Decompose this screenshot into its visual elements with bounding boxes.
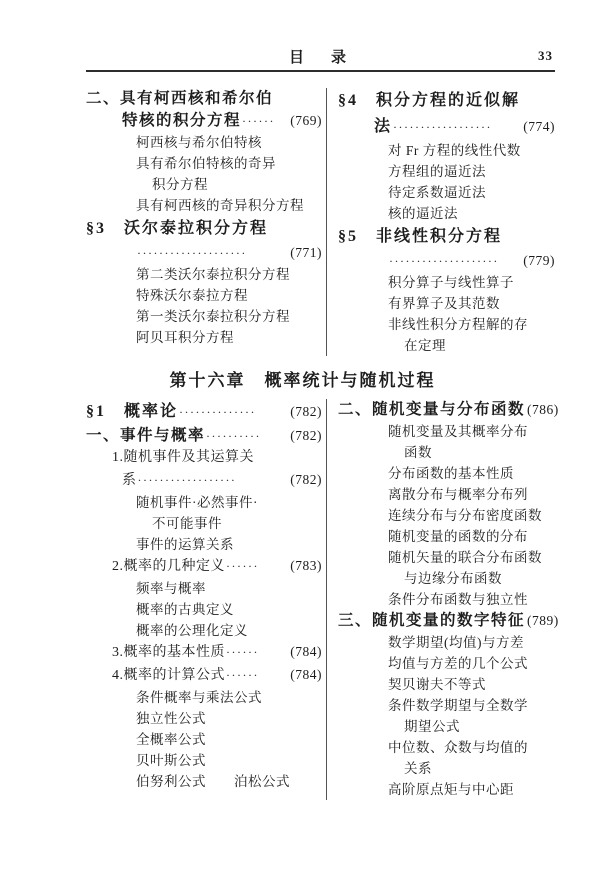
page-ref: (774) (523, 119, 555, 134)
toc-line (136, 534, 322, 555)
toc-line-text: 积分算子与线性算子 (388, 275, 514, 290)
toc-line (374, 114, 555, 140)
toc-line-text: 不可能事件 (152, 516, 222, 531)
toc-column-top-right (326, 88, 555, 356)
header-page-number: 33 (538, 48, 553, 63)
page-ref: (784) (290, 667, 322, 682)
toc-line-text: 离散分布与概率分布列 (388, 487, 528, 502)
toc-line-text: 2.概率的几种定义 (112, 559, 225, 574)
toc-line-text: 柯西核与希尔伯特核 (136, 135, 262, 150)
toc-line-text: 有界算子及其范数 (388, 296, 500, 311)
toc-line (388, 674, 559, 695)
toc-line (136, 708, 322, 729)
toc-column-top-left (86, 88, 326, 356)
toc-line (388, 140, 555, 161)
toc-line-text: 随机事件·必然事件· (136, 495, 258, 510)
toc-line-text: 法 (374, 118, 393, 135)
toc-line (112, 555, 322, 578)
toc-line-text: 频率与概率 (136, 581, 206, 596)
dot-leader: ······ (226, 668, 259, 682)
toc-line (388, 505, 559, 526)
toc-line-text: 核的逼近法 (388, 206, 458, 221)
toc-line-text: 伯努利公式 泊松公式 (136, 774, 290, 789)
toc-line-text: 第二类沃尔泰拉积分方程 (136, 267, 290, 282)
toc-line-text: 条件概率与乘法公式 (136, 690, 262, 705)
toc-line (136, 687, 322, 708)
toc-line (86, 425, 322, 447)
page-ref: (782) (290, 472, 322, 487)
toc-line-text: 待定系数逼近法 (388, 185, 486, 200)
toc-line (388, 463, 559, 484)
toc-line (404, 716, 559, 737)
toc-line (404, 568, 559, 589)
dot-leader: ······ (226, 645, 259, 659)
toc-line (86, 216, 322, 242)
toc-line (338, 610, 559, 632)
toc-line-text: 第一类沃尔泰拉积分方程 (136, 309, 290, 324)
toc-line-text: 具有柯西核的奇异积分方程 (136, 198, 304, 213)
toc-line-text: 二、随机变量与分布函数 (338, 401, 526, 418)
toc-line (112, 447, 322, 469)
toc-line-text: 对 Fr 方程的线性代数 (388, 143, 521, 158)
toc-line-text: 积分方程 (152, 177, 208, 192)
toc-line-text: 随机变量及其概率分布 (388, 424, 528, 439)
toc-line (388, 250, 555, 272)
toc-line-text: 独立性公式 (136, 711, 206, 726)
toc-line (122, 469, 322, 492)
toc-line (136, 264, 322, 285)
toc-line (388, 161, 555, 182)
toc-line-text: 非线性积分方程解的存 (388, 317, 528, 332)
toc-line-text: 随机变量的函数的分布 (388, 529, 528, 544)
toc-line-text: 事件的运算关系 (136, 537, 234, 552)
toc-line (136, 242, 322, 264)
toc-line-text: 高阶原点矩与中心距 (388, 782, 514, 797)
toc-line-text: 函数 (404, 445, 432, 460)
toc-line (136, 195, 322, 216)
toc-line-text: 全概率公式 (136, 732, 206, 747)
dot-leader: ·············· (179, 405, 256, 419)
toc-line (388, 421, 559, 442)
dot-leader: ···················· (137, 246, 247, 260)
toc-line (388, 779, 559, 800)
chapter-heading: 第十六章 概率统计与随机过程 (169, 371, 436, 390)
page-ref: (771) (290, 245, 322, 260)
toc-line (388, 293, 555, 314)
toc-line (388, 547, 559, 568)
toc-line (136, 492, 322, 513)
page-ref: (786) (527, 402, 559, 417)
toc-line (136, 327, 322, 348)
toc-top-section (86, 88, 555, 356)
toc-line-text: 概率的公理化定义 (136, 623, 248, 638)
dot-leader: ······ (226, 559, 259, 573)
toc-line-text: 契贝谢夫不等式 (388, 677, 486, 692)
dot-leader: ·········· (206, 429, 261, 443)
toc-line (388, 484, 559, 505)
toc-line-text: 具有希尔伯特核的奇异 (136, 156, 276, 171)
toc-line (388, 632, 559, 653)
toc-column-bottom-right (326, 399, 559, 800)
toc-line (136, 306, 322, 327)
page-ref: (789) (527, 613, 559, 628)
toc-line (112, 664, 322, 687)
page-ref: (782) (290, 404, 322, 419)
page-ref: (783) (290, 558, 322, 573)
toc-line (86, 88, 322, 110)
toc-line-text: 分布函数的基本性质 (388, 466, 514, 481)
dot-leader: ···················· (389, 254, 499, 268)
toc-line-text: 随机矢量的联合分布函数 (388, 550, 542, 565)
toc-line (388, 314, 555, 335)
dot-leader: ·················· (137, 473, 237, 487)
toc-line (86, 399, 322, 425)
toc-line-text: §1 概率论 (86, 403, 179, 420)
toc-line-text: §5 非线性积分方程 (338, 228, 503, 245)
toc-line (404, 442, 559, 463)
toc-line-text: 阿贝耳积分方程 (136, 330, 234, 345)
dot-leader: ·················· (393, 120, 492, 134)
toc-line (136, 285, 322, 306)
toc-line (338, 224, 555, 250)
toc-line-text: 方程组的逼近法 (388, 164, 486, 179)
toc-column-bottom-left (86, 399, 326, 800)
toc-line (136, 729, 322, 750)
toc-line-text: 数学期望(均值)与方差 (388, 635, 524, 650)
header-title: 目 录 (288, 50, 352, 66)
toc-line-text: 条件分布函数与独立性 (388, 592, 528, 607)
toc-line (152, 513, 322, 534)
page-ref: (779) (523, 253, 555, 268)
toc-line-text: 二、具有柯西核和希尔伯 (86, 90, 274, 107)
toc-bottom-section (86, 399, 559, 800)
toc-line-text: 连续分布与分布密度函数 (388, 508, 542, 523)
toc-line (122, 110, 322, 132)
toc-line-text: 条件数学期望与全数学 (388, 698, 528, 713)
toc-line (338, 88, 555, 114)
toc-line-text: 三、随机变量的数字特征 (338, 612, 526, 629)
page-header (86, 46, 555, 72)
toc-line (388, 653, 559, 674)
toc-line-text: 3.概率的基本性质 (112, 645, 225, 660)
toc-line (404, 758, 559, 779)
toc-line-text: 特殊沃尔泰拉方程 (136, 288, 248, 303)
toc-line (136, 132, 322, 153)
toc-line (112, 641, 322, 664)
toc-line-text: 与边缘分布函数 (404, 571, 502, 586)
toc-line (388, 272, 555, 293)
toc-line (388, 737, 559, 758)
toc-line (136, 771, 322, 792)
toc-line-text: 关系 (404, 761, 432, 776)
toc-line (136, 620, 322, 641)
toc-line-text: 4.概率的计算公式 (112, 668, 225, 683)
toc-line-text: 中位数、众数与均值的 (388, 740, 528, 755)
toc-line-text: 系 (122, 473, 137, 488)
toc-line-text: 期望公式 (404, 719, 460, 734)
toc-line (136, 578, 322, 599)
toc-line (136, 153, 322, 174)
toc-line-text: 贝叶斯公式 (136, 753, 206, 768)
page-ref: (782) (290, 428, 322, 443)
toc-line (388, 589, 559, 610)
toc-line (338, 399, 559, 421)
toc-line (388, 695, 559, 716)
toc-line-text: §4 积分方程的近似解 (338, 92, 521, 109)
toc-line (388, 182, 555, 203)
toc-line (388, 526, 559, 547)
page-ref: (769) (290, 113, 322, 128)
toc-line (388, 203, 555, 224)
toc-line (136, 750, 322, 771)
toc-line (136, 599, 322, 620)
toc-line-text: §3 沃尔泰拉积分方程 (86, 220, 269, 237)
toc-line (152, 174, 322, 195)
toc-line-text: 概率的古典定义 (136, 602, 234, 617)
toc-line-text: 一、事件与概率 (86, 427, 206, 444)
toc-line (404, 335, 555, 356)
toc-line-text: 特核的积分方程 (122, 112, 242, 129)
toc-line-text: 均值与方差的几个公式 (388, 656, 528, 671)
page-ref: (784) (290, 644, 322, 659)
toc-line-text: 1.随机事件及其运算关 (112, 450, 254, 465)
dot-leader: ······ (242, 114, 275, 128)
toc-line-text: 在定理 (404, 338, 446, 353)
